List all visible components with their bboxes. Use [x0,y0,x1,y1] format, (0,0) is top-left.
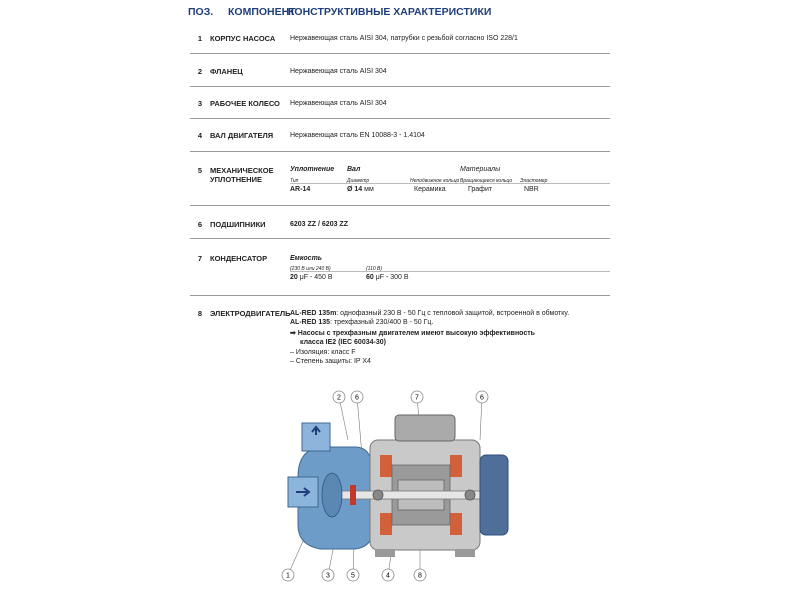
row-divider [190,86,610,87]
foot [455,549,475,557]
motor-three-phase-text: : трехфазный 230/400 В - 50 Гц. [330,319,434,326]
motor-single-phase-text: : однофазный 230 В - 50 Гц с тепловой защитой, встроенной в обмотку. [336,310,570,317]
front-bearing [373,490,383,500]
row-6-num: 6 [197,220,202,229]
row-divider [190,53,610,54]
row-5-name-line1: МЕХАНИЧЕСКОЕ [210,166,274,175]
capacity-subdivider [290,271,610,272]
seal-subdivider [290,183,610,184]
row-divider [190,118,610,119]
row-divider [190,295,610,296]
svg-text:4: 4 [386,572,390,580]
row-3-name: РАБОЧЕЕ КОЛЕСО [210,99,280,108]
impeller [322,473,342,517]
seal-type-value: AR-14 [290,186,311,193]
callout-bottom-4 [382,569,394,581]
row-8-num: 8 [197,309,202,318]
capacity-230-number: 20 [290,274,298,281]
seal-diameter-label: Диаметр [347,178,370,184]
winding-icon [380,455,392,477]
winding-icon [450,455,462,477]
capacity-110-value [366,273,409,282]
seal-header: Уплотнение [290,166,335,173]
capacity-header: Емкость [290,255,322,262]
seal-type-label: Тип [290,178,299,184]
svg-text:6: 6 [480,394,484,402]
row-1-name: КОРПУС НАСОСА [210,34,276,43]
header-characteristics: КОНСТРУКТИВНЫЕ ХАРАКТЕРИСТИКИ [288,6,492,18]
seal-diameter-number: Ø 14 [347,186,363,193]
row-3-num: 3 [197,99,202,108]
seal-fixed-ring-label: Неподвижное кольцо [410,178,460,184]
row-6-desc: 6203 ZZ / 6203 ZZ [290,221,348,228]
seal-diameter-value [347,185,374,194]
motor-insulation: – Изоляция: класс F [290,349,356,356]
foot [375,549,395,557]
header-pos: ПОЗ. [188,6,214,18]
seal-rotating-ring-label: Вращающееся кольцо [460,178,513,184]
callout-bottom-1 [282,569,294,581]
svg-text:1: 1 [286,572,290,580]
motor-efficiency-note: ➡ Насосы с трехфазным двигателем имеют высокую эффективность [290,330,535,337]
seal-fixed-ring-value: Керамика [414,186,446,193]
row-1-num: 1 [197,34,202,43]
row-4-num: 4 [197,131,202,140]
svg-text:8: 8 [418,572,422,580]
callout-top-7 [411,391,423,403]
winding-icon [380,513,392,535]
row-5-num: 5 [197,166,202,175]
row-2-name: ФЛАНЕЦ [210,67,243,76]
row-7-num: 7 [197,254,202,263]
motor-single-phase [290,309,569,318]
row-2-num: 2 [197,67,202,76]
fan-cover [480,455,508,535]
row-8-name: ЭЛЕКТРОДВИГАТЕЛЬ [210,309,291,318]
seal-elastomer-value: NBR [524,186,539,193]
callout-top-6a [351,391,363,403]
shaft-header: Вал [347,166,361,173]
capacity-110-label: (110 В) [366,266,383,272]
callout-bottom-8 [414,569,426,581]
capacity-110-unit: μF - 300 В [373,274,409,281]
row-2-desc: Нержавеющая сталь AISI 304 [290,68,387,75]
row-4-name: ВАЛ ДВИГАТЕЛЯ [210,131,274,140]
header-component: КОМПОНЕНТ [228,6,296,18]
rear-bearing [465,490,475,500]
capacity-230-value [290,273,333,282]
callout-bottom-3 [322,569,334,581]
winding-icon [450,513,462,535]
seal-elastomer-label: Эластомер [520,178,548,184]
motor-three-phase [290,318,433,327]
row-5-name-line2: УПЛОТНЕНИЕ [210,175,262,184]
capacity-110-number: 60 [366,274,374,281]
motor-efficiency-class: класса IE2 (IEC 60034-30) [300,339,386,346]
row-1-desc: Нержавеющая сталь AISI 304, патрубки с резьбой согласно ISO 228/1 [290,35,518,42]
callout-top-2 [333,391,345,403]
row-divider [190,238,610,239]
row-divider [190,205,610,206]
row-4-desc: Нержавеющая сталь EN 10088-3 - 1.4104 [290,132,425,139]
materials-header: Материалы [460,166,501,173]
svg-text:5: 5 [351,572,355,580]
seal-diameter-unit: мм [364,186,374,193]
svg-text:6: 6 [355,394,359,402]
svg-text:7: 7 [415,394,419,402]
svg-text:3: 3 [326,572,330,580]
row-divider [190,151,610,152]
svg-text:2: 2 [337,394,341,402]
callout-bottom-5 [347,569,359,581]
row-7-name: КОНДЕНСАТОР [210,254,268,263]
motor-three-phase-model: AL-RED 135 [290,319,331,326]
row-6-name: ПОДШИПНИКИ [210,220,266,229]
row-3-desc: Нержавеющая сталь AISI 304 [290,100,387,107]
seal-rotating-ring-value: Графит [468,186,493,193]
pump-cutaway-diagram [280,385,530,585]
motor-single-phase-model: AL-RED 135m [290,310,337,317]
terminal-box [395,415,455,441]
motor-protection: – Степень защиты: IP X4 [290,358,371,365]
mechanical-seal [350,485,356,505]
capacity-230-unit: μF - 450 В [297,274,333,281]
callout-top-6b [476,391,488,403]
capacity-230-label: (230 В или 240 В) [290,266,331,272]
